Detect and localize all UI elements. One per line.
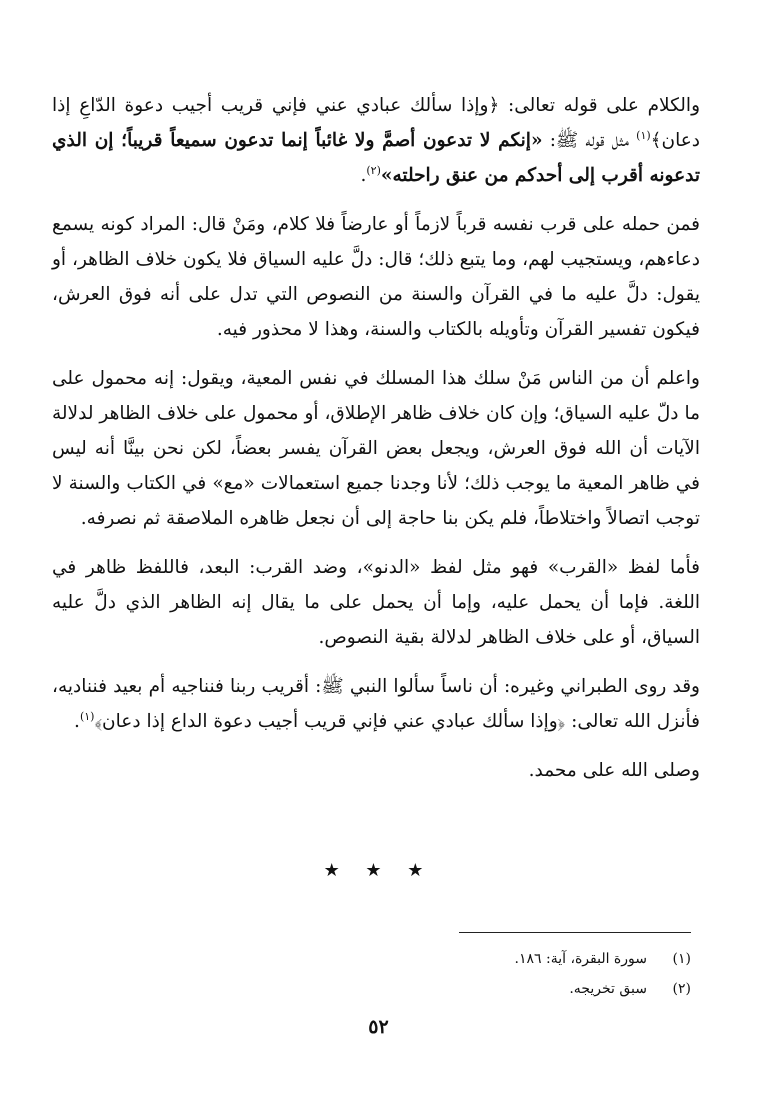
- page-body: [52, 88, 700, 802]
- paragraph-1: [52, 88, 700, 193]
- paragraph-5-text: وقد روى الطبراني وغيره: أن ناساً سألوا النبي ﷺ: أقريب ربنا فنناجيه أم بعيد فنناديه، فأنزل الله تعالى: ﴿وإذا سألك عبادي عني فإني قريب أجيب دعوة الداع إذا دعان﴾: [52, 676, 700, 732]
- paragraph-2: فمن حمله على قرب نفسه قرباً لازماً أو عارضاً فلا كلام، ومَنْ قال: المراد كونه يسمع دعاءهم، ويستجيب لهم، وما يتبع ذلك؛ قال: دلَّ عليه السياق فلا يكون خلاف الظاهر، أو يقول: دلَّ عليه ما في القرآن والسنة من النصوص التي تدل على أنه فوق العرش، فيكون تفسير القرآن وتأويله بالكتاب والسنة، وهذا لا محذور فيه.: [52, 214, 700, 340]
- paragraph-1-text-b: مثل قوله ﷺ:: [542, 130, 637, 151]
- footnote-ref-2: (٢): [366, 163, 381, 177]
- footnotes: [291, 944, 691, 1004]
- footnote-divider: [459, 932, 691, 933]
- footnote-ref-1: (١): [636, 128, 651, 142]
- footnote-number: (١): [672, 951, 691, 967]
- paragraph-1-text-a: والكلام على قوله تعالى: ﴿وإذا سألك عبادي عني فإني قريب أجيب دعوة الدّاعِ إذا دعان﴾: [52, 95, 700, 151]
- closing-line: وصلى الله على محمد.: [528, 760, 700, 781]
- section-separator-stars: ★ ★ ★: [323, 860, 434, 881]
- footnote-text: سورة البقرة، آية: ١٨٦.: [514, 951, 647, 967]
- footnote-item: [291, 974, 691, 1004]
- paragraph-5-end: .: [74, 711, 80, 732]
- hadith-quote: «إنكم لا تدعون أصمَّ ولا غائباً إنما تدعون سميعاً قريباً؛ إن الذي تدعونه أقرب إلى أحدكم من عنق راحلته»: [52, 130, 700, 186]
- footnote-item: [291, 944, 691, 974]
- footnote-text: سبق تخريجه.: [569, 981, 647, 997]
- paragraph-1-end: .: [360, 165, 367, 186]
- footnote-ref-3: (١): [79, 709, 95, 723]
- paragraph-4: فأما لفظ «القرب» فهو مثل لفظ «الدنو»، وضد القرب: البعد، فاللفظ ظاهر في اللغة. فإما أن يحمل عليه، وإما أن يحمل على ما يقال إنه الظاهر الذي دلَّ عليه السياق، أو على خلاف الظاهر لدلالة بقية النصوص.: [52, 557, 700, 648]
- page-number: ٥٢: [368, 1016, 389, 1038]
- footnote-number: (٢): [672, 981, 691, 997]
- paragraph-3: واعلم أن من الناس مَنْ سلك هذا المسلك في نفس المعية، ويقول: إنه محمول على ما دلّ عليه السياق؛ وإن كان خلاف ظاهر الإطلاق، أو محمول على خلاف الظاهر لدلالة الآيات أن الله فوق العرش، ويجعل بعض القرآن يفسر بعضاً، لكن نحن بينَّا أنه ليس في ظاهر المعية ما يوجب ذلك؛ لأنا وجدنا جميع استعمالات «مع» في الكتاب والسنة لا توجب اتصالاً واختلاطاً، فلم يكن بنا حاجة إلى أن نجعل ظاهره الملاصقة ثم نصرفه.: [52, 368, 700, 529]
- paragraph-5: [52, 669, 700, 739]
